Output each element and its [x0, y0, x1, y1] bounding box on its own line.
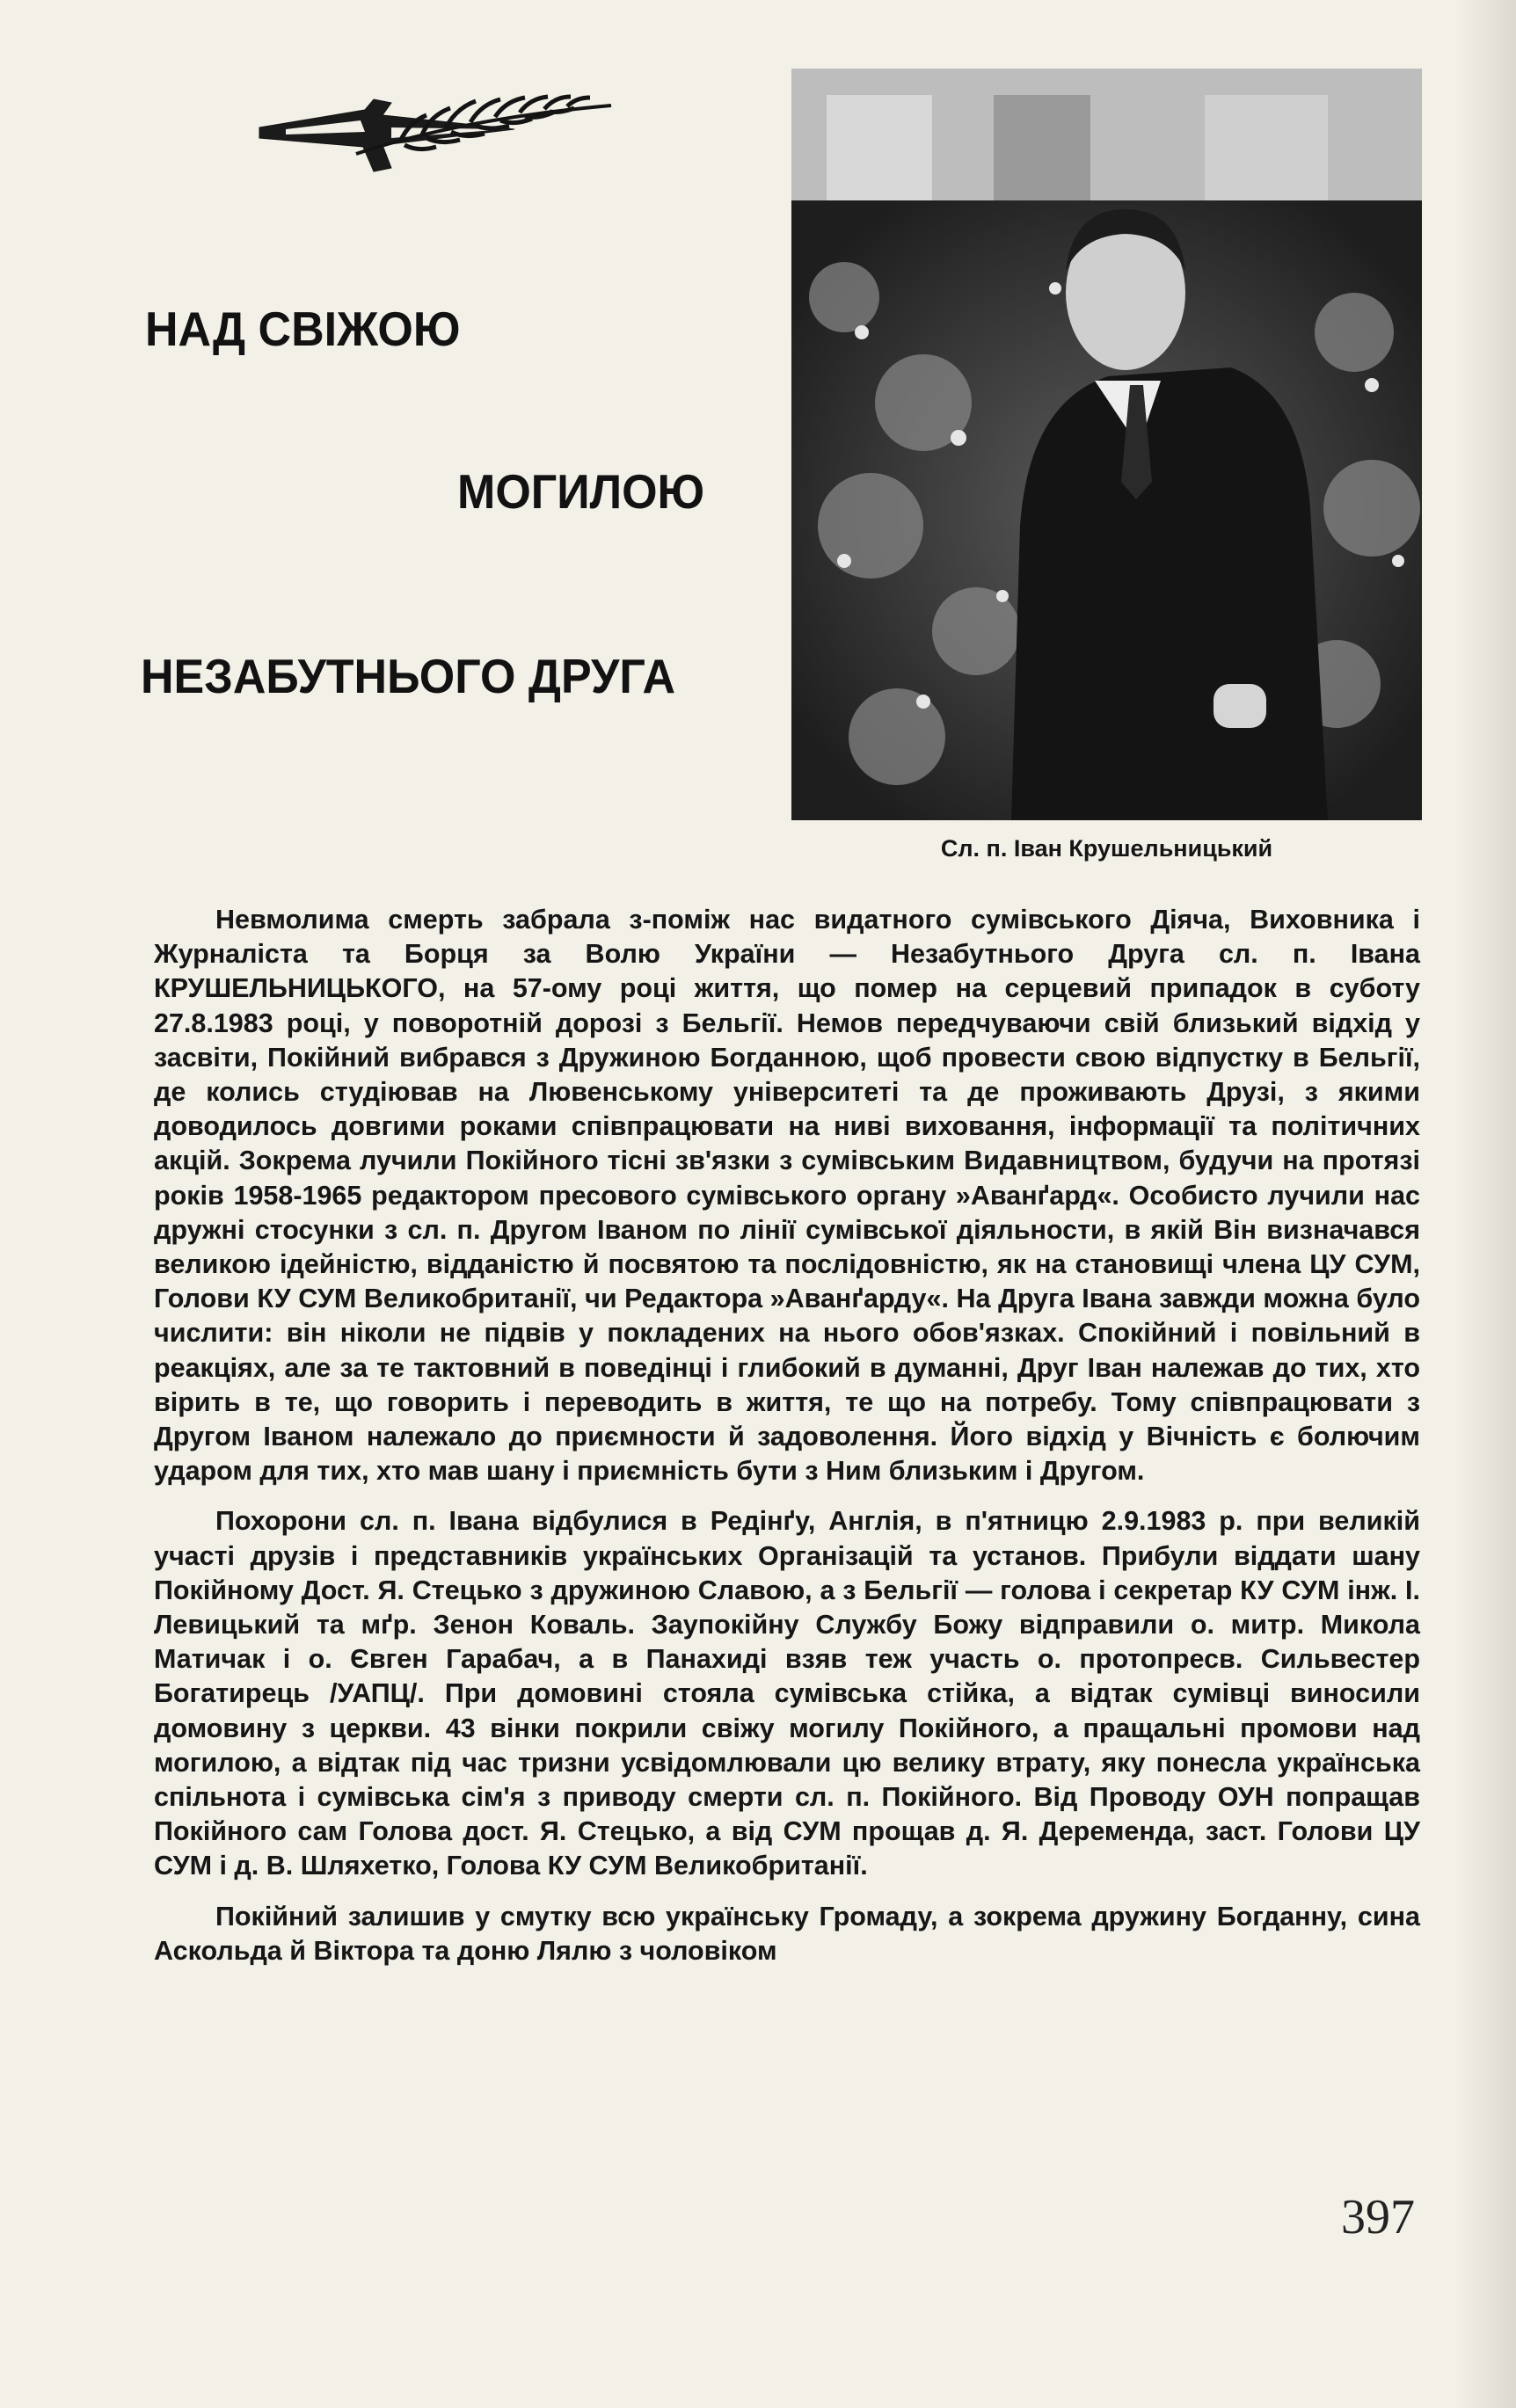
paragraph-2: Похорони сл. п. Івана відбулися в Редінґу, Англія, в п'ятницю 2.9.1983 р. при великій участі друзів і представників українських Організацій та установ. Прибули віддати шану Покійному Дост. Я. Стецько з дружиною Славою, а з Бельгії — голова і секретар КУ СУМ інж. І. Левицький та мґр. Зенон Коваль. Заупокійну Службу Божу відправили о. митр. Микола Матичак і о. Євген Гарабач, а в Панахиді взяв теж участь о. протопресв. Сильвестер Богатирець /УАПЦ/. При домовині стояла сумівська стійка, а відтак сумівці виносили домовину з церкви. 43 вінки покрили свіжу могилу Покійного, а пращальні промови над могилою, а відтак під час тризни усвідомлювали цю велику втрату, яку понесла українська спільнота і сумівська сім'я з приводу смерти сл. п. Покійного. Від Проводу ОУН попращав Покійного сам Голова дост. Я. Стецько, а від СУМ прощав д. Я. Деременда, заст. Голови ЦУ СУМ і д. В. Шляхетко, Голова КУ СУМ Великобританії. [154, 1506, 1420, 1881]
paragraph-3: Покійний залишив у смутку всю українську Громаду, а зокрема дружину Богданну, сина Аскольда й Віктора та доню Лялю з чоловіком [154, 1901, 1420, 1966]
title-line-3: НЕЗАБУТНЬОГО ДРУГА [141, 650, 676, 704]
article-body [154, 903, 1420, 1984]
title-line-1: НАД СВІЖОЮ [145, 302, 461, 357]
page-edge-shadow [1454, 0, 1516, 2408]
page-number: 397 [1341, 2190, 1415, 2244]
cross-palm-emblem-icon [251, 84, 620, 180]
title-line-2: МОГИЛОЮ [457, 465, 705, 520]
paragraph-1: Невмолима смерть забрала з-поміж нас видатного сумівського Діяча, Виховника і Журналіста та Борця за Волю України — Незабутнього Друга сл. п. Івана КРУШЕЛЬНИЦЬКОГО, на 57-ому році життя, що помер на серцевий припадок в суботу 27.8.1983 році, у поворотній дорозі з Бельгії. Немов передчуваючи свій близький відхід у засвіти, Покійний вибрався з Дружиною Богданною, щоб провести свою відпустку в Бельгії, де колись студіював на Лювенському університеті та де проживають Друзі, з якими доводилось довгими роками співпрацювати на ниві виховання, інформації та політичних акцій. Зокрема лучили Покійного тісні зв'язки з сумівським Видавництвом, будучи на протязі років 1958-1965 редактором пресового сумівського органу »Аванґард«. Особисто лучили нас дружні стосунки з сл. п. Другом Іваном по лінії сумівської діяльности, в якій Він визначався великою ідейністю, відданістю й посвятою та послідовністю, як на становищі члена ЦУ СУМ, Голови КУ СУМ Великобританії, чи Редактора »Аванґарду«. На Друга Івана завжди можна було числити: він ніколи не підвів у покладених на нього обов'язках. Спокійний і повільний в реакціях, але за те тактовний в поведінці і глибокий в думанні, Друг Іван належав до тих, хто вірить в те, що говорить і переводить в життя, те що на потребу. Тому співпрацювати з Другом Іваном належало до приємности й задоволення. Його відхід у Вічність є болючим ударом для тих, хто мав шану і приємність бути з Ним близьким і Другом. [154, 905, 1420, 1487]
photo-caption: Сл. п. Іван Крушельницький [940, 835, 1273, 862]
portrait-photo [791, 69, 1422, 820]
